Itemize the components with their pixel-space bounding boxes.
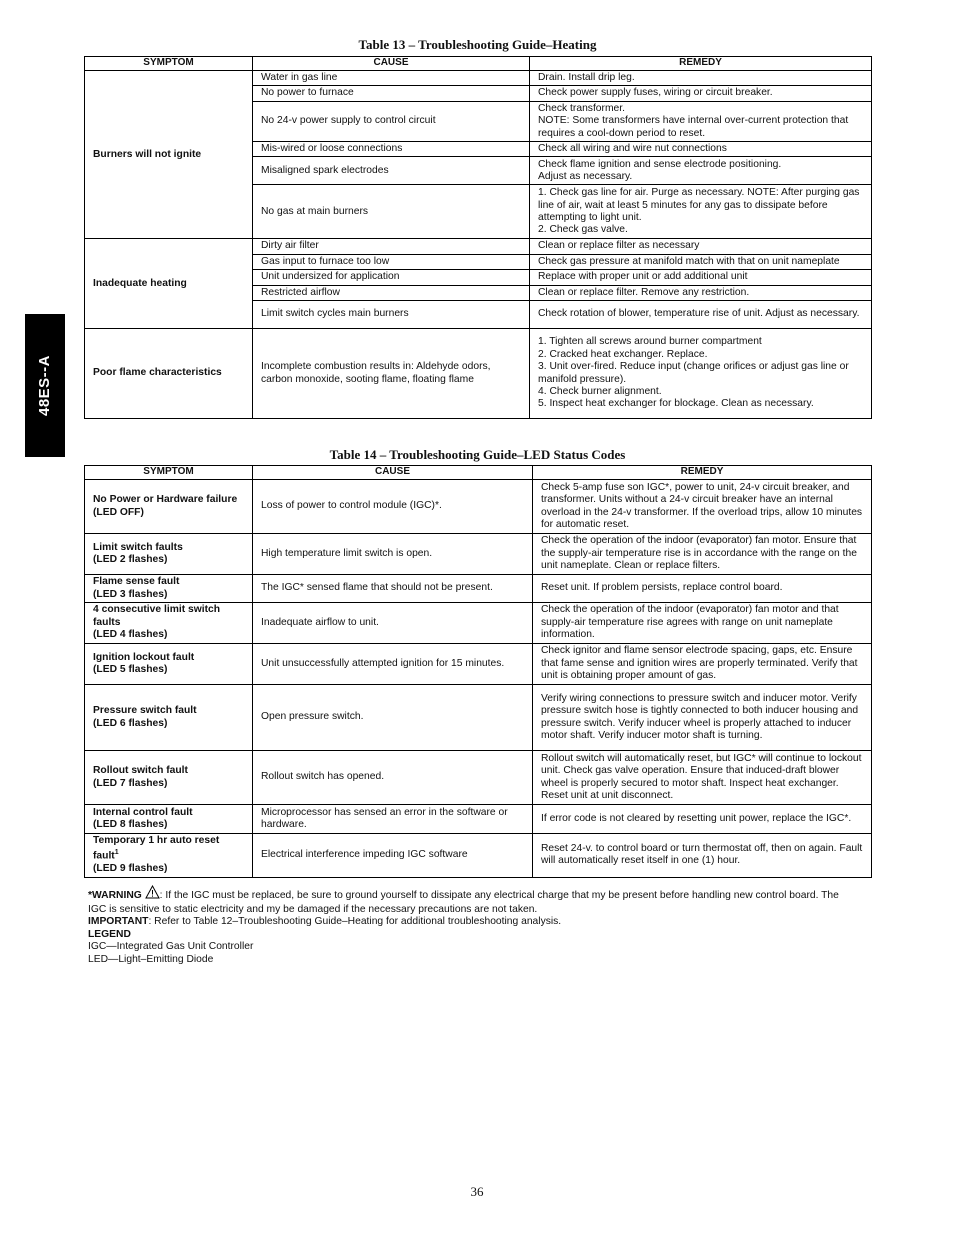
symptom-cell: Internal control fault (LED 8 flashes) bbox=[85, 805, 253, 834]
warning-triangle-icon bbox=[145, 885, 160, 904]
table-row bbox=[85, 751, 872, 805]
header-symptom: SYMPTOM bbox=[85, 466, 253, 480]
remedy-cell: Check gas pressure at manifold match with that on unit nameplate bbox=[530, 254, 872, 269]
legend-label: LEGEND bbox=[88, 928, 131, 940]
symptom-text: Temporary 1 hr auto reset fault bbox=[93, 835, 220, 862]
symptom-cell: Burners will not ignite bbox=[85, 71, 253, 239]
section-side-tab bbox=[25, 314, 65, 457]
table-row bbox=[85, 239, 872, 254]
cause-cell: Restricted airflow bbox=[253, 285, 530, 300]
cause-cell: Unit undersized for application bbox=[253, 270, 530, 285]
cause-cell: High temperature limit switch is open. bbox=[253, 534, 533, 575]
cause-cell: Unit unsuccessfully attempted ignition for 15 minutes. bbox=[253, 644, 533, 685]
warning-label: *WARNING bbox=[88, 890, 142, 901]
symptom-cell: Limit switch faults (LED 2 flashes) bbox=[85, 534, 253, 575]
table-notes bbox=[88, 885, 858, 967]
symptom-cell: 4 consecutive limit switch faults (LED 4 flashes) bbox=[85, 603, 253, 644]
remedy-cell: Replace with proper unit or add additional unit bbox=[530, 270, 872, 285]
remedy-cell: Clean or replace filter as necessary bbox=[530, 239, 872, 254]
cause-cell: Mis-wired or loose connections bbox=[253, 142, 530, 157]
remedy-cell: Check all wiring and wire nut connections bbox=[530, 142, 872, 157]
cause-cell: Incomplete combustion results in: Aldehyde odors, carbon monoxide, sooting flame, floating flame bbox=[253, 329, 530, 419]
table-row bbox=[85, 71, 872, 86]
table-row bbox=[85, 805, 872, 834]
symptom-cell: Rollout switch fault (LED 7 flashes) bbox=[85, 751, 253, 805]
remedy-cell: 1. Check gas line for air. Purge as necessary. NOTE: After purging gas line of air, wait at least 5 minutes for any gas to dissipate before attempting to light unit. 2. Check gas valve. bbox=[530, 185, 872, 239]
side-tab-label: 48ES--A bbox=[36, 354, 54, 417]
symptom-cell bbox=[85, 834, 253, 878]
remedy-cell: Drain. Install drip leg. bbox=[530, 71, 872, 86]
remedy-cell: Reset unit. If problem persists, replace control board. bbox=[533, 575, 872, 603]
important-note bbox=[88, 916, 858, 929]
cause-cell: Gas input to furnace too low bbox=[253, 254, 530, 269]
table13-title: Table 13 – Troubleshooting Guide–Heating bbox=[358, 37, 597, 52]
remedy-cell: Check ignitor and flame sensor electrode spacing, gaps, etc. Ensure that fame sense and ignition wires are properly terminated. Verify that unit is obtaining proper amount of gas. bbox=[533, 644, 872, 685]
symptom-cell: Ignition lockout fault (LED 5 flashes) bbox=[85, 644, 253, 685]
remedy-cell: Check transformer. NOTE: Some transformers have internal over-current protection that requires a cool-down period to reset. bbox=[530, 101, 872, 141]
table-row bbox=[85, 685, 872, 751]
table14-led-status-codes bbox=[84, 465, 872, 878]
cause-cell: Open pressure switch. bbox=[253, 685, 533, 751]
remedy-cell: 1. Tighten all screws around burner compartment 2. Cracked heat exchanger. Replace. 3. Unit over-fired. Reduce input (change orifices or adjust gas line or manifold pressure). 4. Check burner alignment. 5. Inspect heat exchanger for blockage. Clean as necessary. bbox=[530, 329, 872, 419]
symptom-led-code: (LED 9 flashes) bbox=[93, 863, 168, 875]
legend-item: IGC—Integrated Gas Unit Controller bbox=[88, 941, 254, 953]
table14-header-row bbox=[85, 466, 872, 480]
table-row bbox=[85, 644, 872, 685]
remedy-cell: Clean or replace filter. Remove any restriction. bbox=[530, 285, 872, 300]
table13-heating-troubleshooting bbox=[84, 56, 872, 419]
symptom-cell: Pressure switch fault (LED 6 flashes) bbox=[85, 685, 253, 751]
remedy-cell: Check 5-amp fuse son IGC*, power to unit, 24-v circuit breaker, and transformer. Units without a 24-v circuit breaker have an internal overload in the 24-v transformer. If the overload trips, allow 10 minutes for automatic reset. bbox=[533, 480, 872, 534]
symptom-cell: Inadequate heating bbox=[85, 239, 253, 329]
cause-cell: No gas at main burners bbox=[253, 185, 530, 239]
table-row bbox=[85, 480, 872, 534]
table14-title: Table 14 – Troubleshooting Guide–LED Status Codes bbox=[329, 447, 626, 462]
legend-heading bbox=[88, 929, 858, 942]
important-text: : Refer to Table 12–Troubleshooting Guide–Heating for additional troubleshooting analysis. bbox=[148, 916, 562, 928]
symptom-cell: Flame sense fault (LED 3 flashes) bbox=[85, 575, 253, 603]
page-number: 36 bbox=[470, 1184, 484, 1199]
remedy-cell: Rollout switch will automatically reset, but IGC* will continue to lockout unit. Check gas valve operation. Ensure that induced-draft blower wheel is properly secured to motor shaft. Inspect heat exchanger. Reset unit at unit disconnect. bbox=[533, 751, 872, 805]
remedy-cell: Check rotation of blower, temperature rise of unit. Adjust as necessary. bbox=[530, 301, 872, 329]
remedy-cell: Check power supply fuses, wiring or circuit breaker. bbox=[530, 86, 872, 101]
table-row bbox=[85, 834, 872, 878]
cause-cell: Misaligned spark electrodes bbox=[253, 157, 530, 185]
remedy-cell: If error code is not cleared by resetting unit power, replace the IGC*. bbox=[533, 805, 872, 834]
header-symptom: SYMPTOM bbox=[85, 57, 253, 71]
cause-cell: Rollout switch has opened. bbox=[253, 751, 533, 805]
cause-cell: Limit switch cycles main burners bbox=[253, 301, 530, 329]
warning-text: : If the IGC must be replaced, be sure to ground yourself to dissipate any electrical charge that my be present before handling new control board. The IGC is sensitive to static electricity and my be damaged if the necessary precautions are not taken. bbox=[88, 890, 839, 915]
header-cause: CAUSE bbox=[253, 466, 533, 480]
remedy-cell: Check the operation of the indoor (evaporator) fan motor. Ensure that the supply-air temperature rise is in accordance with the range on the unit nameplate. Clean or replace filters. bbox=[533, 534, 872, 575]
remedy-cell: Check the operation of the indoor (evaporator) fan motor and that supply-air temperature rise agrees with range on unit nameplate information. bbox=[533, 603, 872, 644]
remedy-cell: Reset 24-v. to control board or turn thermostat off, then on again. Fault will automatically reset itself in one (1) hour. bbox=[533, 834, 872, 878]
remedy-cell: Verify wiring connections to pressure switch and inducer motor. Verify pressure switch hose is tightly connected to both inducer housing and pressure switch. Verify inducer wheel is properly attached to inducer motor shaft. Verify inducer motor shaft is turning. bbox=[533, 685, 872, 751]
header-cause: CAUSE bbox=[253, 57, 530, 71]
table-row bbox=[85, 534, 872, 575]
cause-cell: Microprocessor has sensed an error in the software or hardware. bbox=[253, 805, 533, 834]
table13-header-row bbox=[85, 57, 872, 71]
cause-cell: Dirty air filter bbox=[253, 239, 530, 254]
header-remedy: REMEDY bbox=[533, 466, 872, 480]
cause-cell: The IGC* sensed flame that should not be present. bbox=[253, 575, 533, 603]
cause-cell: Loss of power to control module (IGC)*. bbox=[253, 480, 533, 534]
remedy-cell: Check flame ignition and sense electrode positioning. Adjust as necessary. bbox=[530, 157, 872, 185]
cause-cell: Water in gas line bbox=[253, 71, 530, 86]
cause-cell: No power to furnace bbox=[253, 86, 530, 101]
cause-cell: No 24-v power supply to control circuit bbox=[253, 101, 530, 141]
symptom-cell: No Power or Hardware failure (LED OFF) bbox=[85, 480, 253, 534]
important-label: IMPORTANT bbox=[88, 916, 149, 928]
cause-cell: Electrical interference impeding IGC software bbox=[253, 834, 533, 878]
warning-note bbox=[88, 885, 858, 916]
symptom-cell: Poor flame characteristics bbox=[85, 329, 253, 419]
footnote-marker: 1 bbox=[114, 849, 119, 857]
table-row bbox=[85, 603, 872, 644]
cause-cell: Inadequate airflow to unit. bbox=[253, 603, 533, 644]
table-row bbox=[85, 329, 872, 419]
table-row bbox=[85, 575, 872, 603]
legend-item: LED—Light–Emitting Diode bbox=[88, 953, 214, 965]
header-remedy: REMEDY bbox=[530, 57, 872, 71]
